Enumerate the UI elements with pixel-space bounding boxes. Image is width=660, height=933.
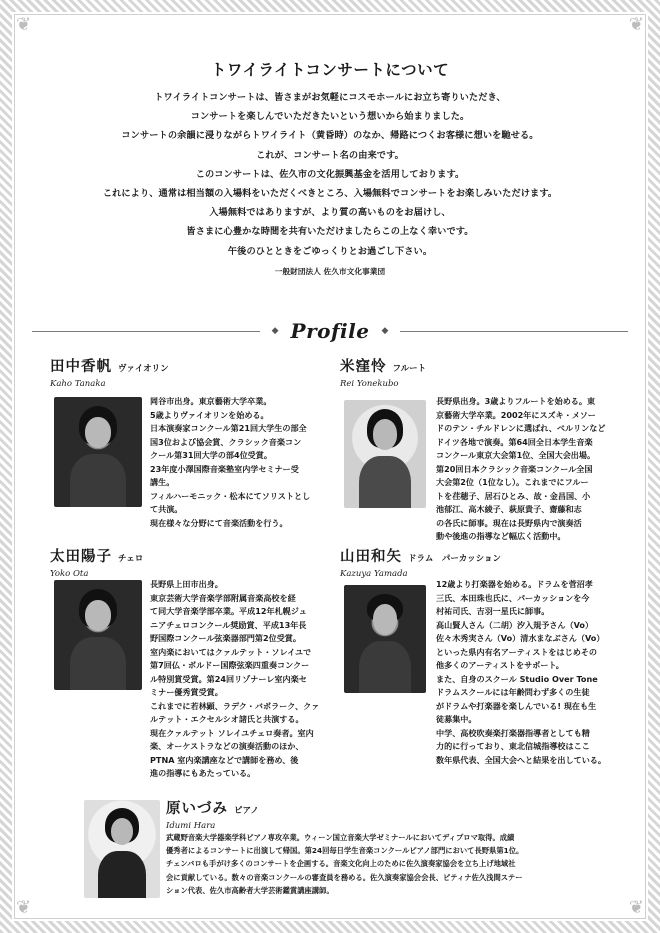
portrait-shape — [85, 600, 111, 631]
organization-name: 一般財団法人 佐久市文化事業団 — [274, 266, 386, 276]
performer-ota — [50, 545, 143, 579]
bio-line: の各氏に師事。現在は長野県内で演奏活 — [436, 517, 582, 528]
performer-roman-name: Idumi Hara — [166, 821, 216, 831]
performer-name: 米窪怜 — [340, 359, 387, 375]
bio-line: 国3位および協会賞、クラシック音楽コン — [150, 436, 302, 447]
bio-line: 進の指導にもあたっている。 — [150, 768, 256, 778]
bio-line: クール第31回大学の部4位受賞。 — [150, 450, 272, 460]
bio-line: 佐々木秀実さん（Vo）清水まなぶさん（Vo） — [436, 633, 605, 643]
bio-line: トを荏穂子、居石ひとみ、故・金昌国、小 — [436, 490, 591, 501]
intro-line: 入場無料ではありますが、より質の高いものをお届けし、 — [209, 207, 451, 219]
bio-line: 村祐司氏、吉羽一星氏に師事。 — [436, 606, 550, 616]
performer-instrument: ドラム パーカッション — [408, 554, 501, 564]
bio-line: 優秀者によるコンサートに出演して帰国。第24回毎日学生音楽コンクールピアノ部門において長野県第1位。 — [166, 846, 524, 856]
bio-line: コンクール東京大会第1位、全国大会出場。 — [436, 450, 596, 460]
performer-yonekubo — [340, 355, 426, 389]
about-title: トワイライトコンサートについて — [210, 61, 450, 79]
bio-line: 池郁江、高木綾子、萩原貴子、齋藤和志 — [436, 504, 582, 514]
intro-line: 午後のひとときをごゆっくりとお過ごし下さい。 — [227, 245, 433, 257]
performer-name: 田中香帆 — [50, 359, 112, 375]
bio-line: 会に貢献している。数々の音楽コンクールの審査員を務める。佐久演奏家協会会長、ピティナ佐久浅間ステー — [166, 872, 523, 882]
performer-roman-name: Kaho Tanaka — [50, 379, 106, 389]
bio-line: て共演。 — [150, 504, 183, 514]
pianist-portrait-icon — [84, 800, 160, 898]
bio-line: 他多くのアーティストをサポート。 — [436, 660, 564, 670]
performer-instrument: フルート — [392, 364, 427, 374]
performer-instrument: ヴァイオリン — [118, 364, 169, 374]
performer-name: 山田和矢 — [340, 549, 402, 565]
bio-line: 5歳よりヴァイオリンを始める。 — [150, 409, 269, 420]
bio-line: ミナー優秀賞受賞。 — [150, 687, 223, 697]
intro-line: これにより、通常は相当額の入場料をいただくべきところ、入場無料でコンサートをお楽しみいただけます。 — [102, 188, 558, 200]
bio-line: 徒募集中。 — [436, 714, 477, 724]
divider — [400, 331, 628, 332]
about-intro — [60, 88, 600, 281]
bio-line: 高山賢人さん（二胡）汐入規予さん（Vo） — [436, 619, 594, 630]
drummer-portrait-icon — [344, 585, 426, 693]
intro-line: これが、コンサート名の由来です。 — [256, 149, 404, 161]
performer-bio — [150, 578, 319, 781]
portrait-shape — [85, 417, 111, 448]
profile-heading — [32, 318, 628, 344]
bio-line: 中学、高校吹奏楽打楽器指導者としても精 — [436, 727, 590, 738]
intro-line: コンサートを楽しんでいただきたいという想いから始まりました。 — [190, 111, 470, 123]
portrait-shape — [359, 641, 411, 693]
cellist-portrait-icon — [54, 580, 142, 690]
bio-line: 現在様々な分野にて音楽活動を行う。 — [150, 517, 288, 528]
bio-line: 第20回日本クラシック音楽コンクール全国 — [436, 463, 593, 474]
intro-line: コンサートの余韻に浸りながらトワイライト（黄昏時）のなか、帰路につくお客様に想いを馳せる。 — [121, 130, 539, 142]
bio-line: 大会第2位（1位なし）。これまでにフルー — [436, 477, 589, 487]
performer-bio — [436, 578, 606, 767]
corner-ornament-icon: ❦ — [628, 897, 644, 918]
bio-line: て同大学音楽学部卒業。平成12年札幌ジュ — [150, 606, 307, 616]
bio-line: また、自身のスクール Studio Over Tone — [436, 673, 598, 684]
corner-ornament-icon: ❦ — [628, 14, 644, 35]
intro-line: このコンサートは、佐久市の文化振興基金を活用しております。 — [195, 168, 465, 180]
corner-ornament-icon: ❦ — [16, 14, 32, 35]
bio-line: 京藝術大学卒業。2002年にスズキ・メソー — [436, 409, 596, 420]
performer-roman-name: Kazuya Yamada — [340, 569, 408, 579]
intro-line: 皆さまに心豊かな時間を共有いただけましたらこの上なく幸いです。 — [186, 226, 474, 238]
portrait-shape — [373, 419, 398, 449]
bio-line: 講生。 — [150, 477, 175, 487]
bio-line: 現在クァルテット ソレイユチェロ奏者。室内 — [150, 727, 314, 738]
performer-bio — [436, 395, 605, 544]
bio-line: ション代表、佐久市高齢者大学芸術鑑賞講座講師。 — [166, 885, 334, 895]
performer-roman-name: Yoko Ota — [50, 569, 89, 579]
bio-line: といった県内有名アーティストをはじめその — [436, 646, 597, 657]
bio-line: 野国際コンクール弦楽器部門第2位受賞。 — [150, 633, 301, 643]
performer-bio — [150, 395, 310, 530]
portrait-shape — [70, 637, 126, 690]
bio-line: ニアチェロコンクール奨励賞、平成13年長 — [150, 619, 307, 630]
bio-line: PTNA 室内楽講座などで講師を務め、後 — [150, 754, 299, 765]
diamond-icon: ◆ — [381, 326, 389, 336]
bio-line: 武蔵野音楽大学器楽学科ピアノ専攻卒業。ウィーン国立音楽大学ゼミナールにおいてディプロマ取得。成績 — [166, 833, 515, 842]
bio-line: 力的に行っており、東北信城指導校はここ — [436, 741, 590, 751]
bio-line: ドのテン・チルドレンに選ばれ、ベルリンなど — [436, 423, 606, 433]
bio-line: 岡谷市出身。東京藝術大学卒業。 — [150, 396, 272, 406]
performer-hara — [166, 797, 259, 831]
bio-line: 日本演奏家コンクール第21回大学生の部全 — [150, 423, 307, 433]
bio-line: 楽、オーケストラなどの演奏活動のほか、 — [150, 741, 304, 751]
performer-bio — [166, 831, 523, 897]
bio-line: 23年度小澤国際音楽塾室内学セミナー受 — [150, 463, 299, 474]
performer-tanaka — [50, 355, 169, 389]
bio-line: 室内楽においてはクァルテット・ソレイユで — [150, 646, 312, 657]
bio-line: がドラムや打楽器を楽しんでいる! 現在も生 — [436, 700, 597, 711]
performer-roman-name: Rei Yonekubo — [340, 379, 399, 389]
bio-line: 三氏、本田珠也氏に、パーカッションを今 — [436, 592, 590, 603]
flutist-portrait-icon — [344, 400, 426, 508]
intro-line: トワイライトコンサートは、皆さまがお気軽にコスモホールにお立ち寄りいただき、 — [154, 92, 506, 103]
bio-line: これまでに若林顕、ラデク・バボラーク、クァ — [150, 700, 320, 711]
bio-line: チェンバロも手がけ多くのコンサートを企画する。音楽文化向上のために佐久演奏家協会を立ち上げ地域社 — [166, 859, 516, 869]
bio-line: 長野県出身。3歳よりフルートを始める。東 — [436, 396, 596, 406]
diamond-icon: ◆ — [271, 326, 279, 336]
profile-heading-label: Profile — [290, 319, 370, 343]
bio-line: 長野県上田市出身。 — [150, 579, 223, 589]
portrait-shape — [70, 454, 126, 507]
performer-instrument: チェロ — [118, 554, 144, 564]
bio-line: フィルハーモニック・松本にてソリストとし — [150, 490, 311, 501]
portrait-shape — [373, 604, 398, 634]
performer-instrument: ピアノ — [234, 806, 259, 816]
bio-line: 12歳より打楽器を始める。ドラムを菅沼孝 — [436, 579, 593, 589]
bio-line: ドラムスクールには年齢問わず多くの生徒 — [436, 687, 590, 697]
violinist-portrait-icon — [54, 397, 142, 507]
divider — [32, 331, 260, 332]
bio-line: 動や後進の指導など幅広く活動中。 — [436, 531, 566, 541]
portrait-shape — [98, 851, 147, 898]
bio-line: ル特別賞受賞。第24回リゾナーレ室内楽セ — [150, 673, 307, 684]
bio-line: ルテット・エクセルシオ諸氏と共演する。 — [150, 714, 304, 724]
bio-line: ドイツ各地で演奏。第64回全日本学生音楽 — [436, 436, 593, 447]
portrait-shape — [359, 456, 411, 508]
bio-line: 東京芸術大学音楽学部附属音楽高校を経 — [150, 592, 296, 603]
bio-line: 第7回仏・ボルドー国際弦楽四重奏コンクー — [150, 660, 310, 670]
performer-name: 太田陽子 — [50, 549, 112, 565]
corner-ornament-icon: ❦ — [16, 897, 32, 918]
performer-name: 原いづみ — [166, 801, 228, 817]
performer-yamada — [340, 545, 501, 579]
bio-line: 数年県代表、全国大会へと結果を出している。 — [436, 754, 606, 765]
